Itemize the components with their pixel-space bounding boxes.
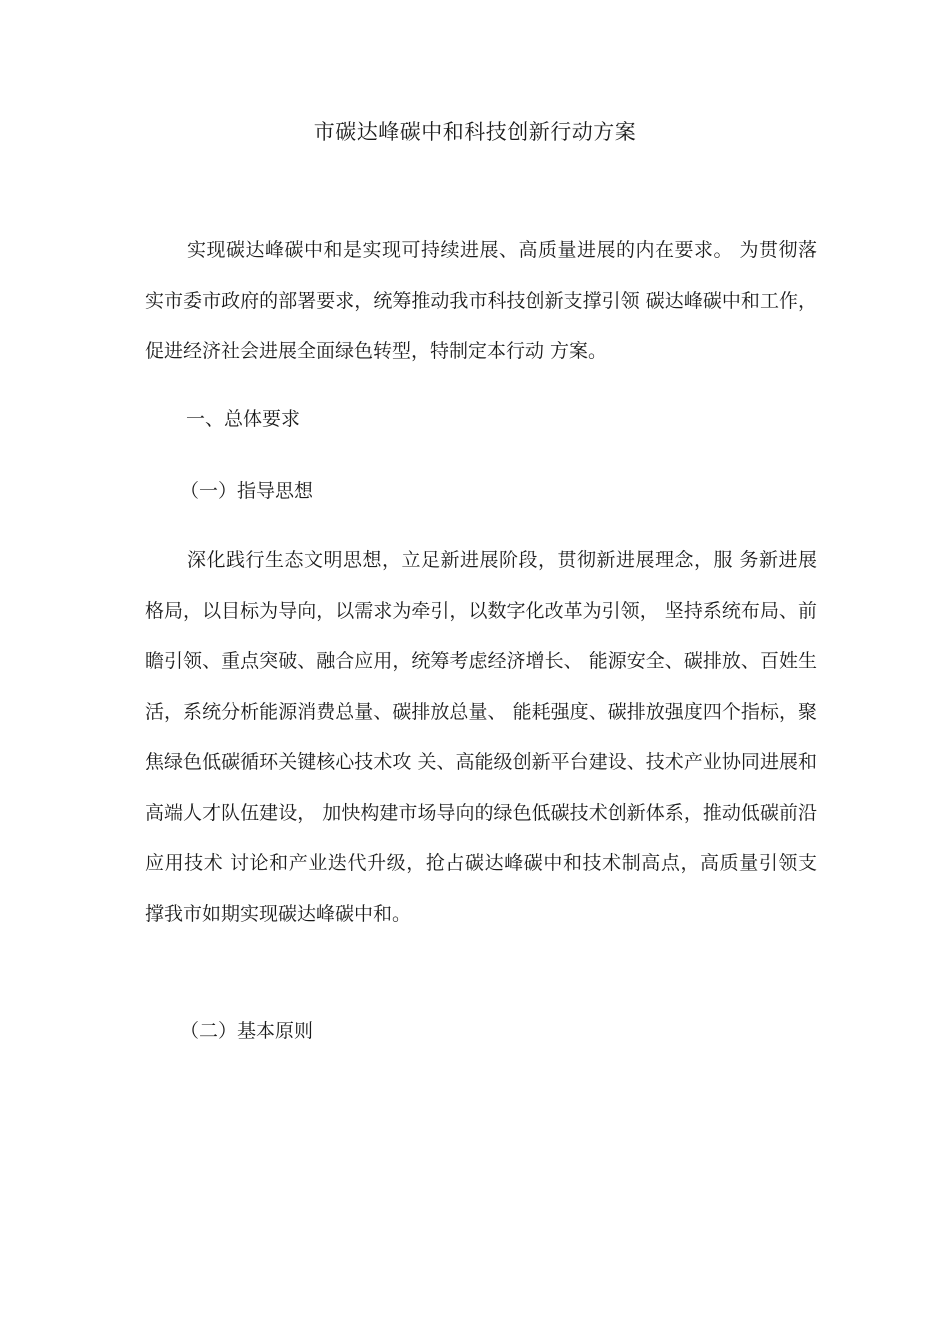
subsection-heading-guiding-thought: （一）指导思想 (180, 480, 314, 502)
document-title: 市碳达峰碳中和科技创新行动方案 (313, 120, 637, 144)
intro-paragraph: 实现碳达峰碳中和是实现可持续进展、高质量进展的内在要求。 为贯彻落实市委市政府的部署要求，统筹推动我市科技创新支撑引领 碳达峰碳中和工作，促进经济社会进展全面绿色转型，特制定本行动 方案。 (145, 239, 817, 362)
guiding-thought-paragraph: 深化践行生态文明思想，立足新进展阶段，贯彻新进展理念，服 务新进展格局，以目标为导向，以需求为牵引，以数字化改革为引领， 坚持系统布局、前瞻引领、重点突破、融合应用，统筹考虑经济增长、 能源安全、碳排放、百姓生活，系统分析能源消费总量、碳排放总量、 能耗强度、碳排放强度四个指标，聚焦绿色低碳循环关键核心技术攻 关、高能级创新平台建设、技术产业协同进展和高端人才队伍建设， 加快构建市场导向的绿色低碳技术创新体系，推动低碳前沿应用技术 讨论和产业迭代升级，抢占碳达峰碳中和技术制高点，高质量引领支 撑我市如期实现碳达峰碳中和。 (145, 549, 817, 925)
section-heading-overall-requirements: 一、总体要求 (186, 408, 301, 430)
subsection-heading-basic-principles: （二）基本原则 (180, 1020, 314, 1042)
